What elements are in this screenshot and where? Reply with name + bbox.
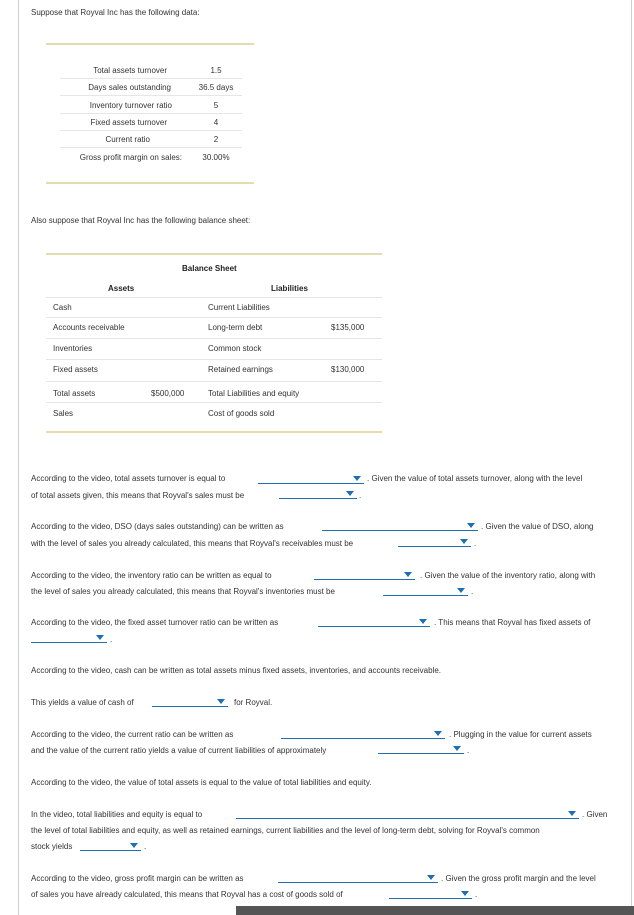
chevron-down-icon xyxy=(460,539,468,544)
ratio-value: 2 xyxy=(213,135,219,144)
chevron-down-icon xyxy=(427,875,435,880)
chevron-down-icon xyxy=(457,588,465,593)
bs-right-label: Common stock xyxy=(208,344,262,353)
q4-dropdown-2[interactable] xyxy=(31,633,107,643)
balance-sheet-title: Balance Sheet xyxy=(182,264,237,273)
q3-dropdown-2[interactable] xyxy=(383,586,468,596)
q2-dropdown-2[interactable] xyxy=(398,537,471,547)
bs-right-label: Total Liabilities and equity xyxy=(208,389,300,398)
q7-text-b: . Plugging in the value for current assets xyxy=(449,730,592,739)
q9-text-a: In the video, total liabilities and equity is equal to xyxy=(31,810,203,819)
q7-text-d: . xyxy=(467,746,470,755)
q7-dropdown-2[interactable] xyxy=(378,744,464,754)
q2-text-c: with the level of sales you already calculated, this means that Royval's receivables must be xyxy=(31,539,354,548)
bs-divider xyxy=(46,338,382,339)
ratio-divider xyxy=(60,78,242,79)
ratio-value: 1.5 xyxy=(210,66,222,75)
long-term-debt-value: $135,000 xyxy=(331,323,365,332)
q9-text-e: . xyxy=(144,842,147,851)
chevron-down-icon xyxy=(434,731,442,736)
q7-text-c: and the value of the current ratio yields a value of current liabilities of approximately xyxy=(31,746,327,755)
chevron-down-icon xyxy=(130,843,138,848)
bs-left-label: Total assets xyxy=(53,389,96,398)
chevron-down-icon xyxy=(346,491,354,496)
q2-dropdown-1[interactable] xyxy=(322,521,478,531)
ratio-label: Gross profit margin on sales: xyxy=(79,153,182,162)
liabilities-header: Liabilities xyxy=(271,284,308,293)
chevron-down-icon xyxy=(568,811,576,816)
q1-dropdown-2[interactable] xyxy=(279,489,357,499)
chevron-down-icon xyxy=(461,891,469,896)
total-assets-value: $500,000 xyxy=(151,389,185,398)
q10-text-c: of sales you have already calculated, this means that Royval has a cost of goods sold of xyxy=(31,890,343,899)
ratio-label: Current ratio xyxy=(105,135,150,144)
q9-text-d: stock yields xyxy=(31,842,73,851)
bs-divider xyxy=(46,402,382,403)
q2-text-b: . Given the value of DSO, along xyxy=(481,522,594,531)
bs-right-label: Cost of goods sold xyxy=(208,409,275,418)
q2-text-a: According to the video, DSO (days sales outstanding) can be written as xyxy=(31,522,284,531)
ratio-value: 4 xyxy=(213,118,219,127)
q3-text-b: . Given the value of the inventory ratio, along with xyxy=(420,571,596,580)
bs-left-label: Inventories xyxy=(53,344,93,353)
ratio-divider xyxy=(60,113,242,114)
bs-divider xyxy=(46,381,382,382)
balance-intro-text: Also suppose that Royval Inc has the following balance sheet: xyxy=(31,216,251,225)
chevron-down-icon xyxy=(96,635,104,640)
q3-text-c: the level of sales you already calculated, this means that Royval's inventories must be xyxy=(31,587,335,596)
q4-text-b: . This means that Royval has fixed assets of xyxy=(434,618,591,627)
q1-text-a: According to the video, total assets turnover is equal to xyxy=(31,474,226,483)
q10-text-d: . xyxy=(475,890,478,899)
q9-text-c: the level of total liabilities and equity, as well as retained earnings, current liabilities and the level of long-term debt, solving for Royval's common xyxy=(31,826,540,835)
ratio-label: Fixed assets turnover xyxy=(90,118,167,127)
q6-text-a: This yields a value of cash of xyxy=(31,698,134,707)
balance-bottom-rule xyxy=(46,431,382,433)
assets-header: Assets xyxy=(108,284,135,293)
bs-left-label: Sales xyxy=(53,409,74,418)
ratio-label: Days sales outstanding xyxy=(88,83,171,92)
chevron-down-icon xyxy=(419,619,427,624)
q10-text-a: According to the video, gross profit margin can be written as xyxy=(31,874,244,883)
ratios-bottom-rule xyxy=(46,182,254,184)
q10-dropdown-1[interactable] xyxy=(278,873,438,883)
ratio-value: 30.00% xyxy=(202,153,230,162)
q1-dropdown-1[interactable] xyxy=(258,474,364,484)
bs-right-label: Long-term debt xyxy=(208,323,263,332)
chevron-down-icon xyxy=(453,746,461,751)
ratio-divider xyxy=(60,130,242,131)
bs-right-label: Retained earnings xyxy=(208,365,273,374)
ratio-divider xyxy=(60,95,242,96)
bs-divider xyxy=(46,317,382,318)
intro-text: Suppose that Royval Inc has the following data: xyxy=(31,8,200,17)
ratios-top-rule xyxy=(46,43,254,45)
q4-dropdown-1[interactable] xyxy=(318,617,430,627)
q5-text: According to the video, cash can be written as total assets minus fixed assets, inventories, and accounts receivable. xyxy=(31,666,441,675)
q4-text-c: . xyxy=(110,635,113,644)
chevron-down-icon xyxy=(404,572,412,577)
q8-text: According to the video, the value of total assets is equal to the value of total liabilities and equity. xyxy=(31,778,372,787)
bs-divider xyxy=(46,359,382,360)
bottom-toolbar-strip xyxy=(236,906,634,915)
q6-dropdown[interactable] xyxy=(152,697,228,707)
q3-dropdown-1[interactable] xyxy=(314,570,415,580)
q10-text-b: . Given the gross profit margin and the level xyxy=(441,874,596,883)
chevron-down-icon xyxy=(217,699,225,704)
q9-dropdown-1[interactable] xyxy=(236,809,579,819)
q9-text-b: . Given xyxy=(582,810,608,819)
bs-left-label: Fixed assets xyxy=(53,365,98,374)
q1-text-c: of total assets given, this means that Royval's sales must be xyxy=(31,491,245,500)
bs-left-label: Cash xyxy=(53,303,72,312)
ratio-divider xyxy=(60,147,242,148)
ratio-value: 5 xyxy=(213,101,219,110)
retained-earnings-value: $130,000 xyxy=(331,365,365,374)
q7-text-a: According to the video, the current ratio can be written as xyxy=(31,730,234,739)
q1-text-d: . xyxy=(359,491,362,500)
q6-text-b: for Royval. xyxy=(234,698,273,707)
q9-dropdown-2[interactable] xyxy=(80,841,141,851)
chevron-down-icon xyxy=(467,523,475,528)
ratio-value: 36.5 days xyxy=(198,83,234,92)
q10-dropdown-2[interactable] xyxy=(389,889,472,899)
ratio-label: Inventory turnover ratio xyxy=(89,101,172,110)
q4-text-a: According to the video, the fixed asset turnover ratio can be written as xyxy=(31,618,279,627)
q7-dropdown-1[interactable] xyxy=(281,729,445,739)
q2-text-d: . xyxy=(474,539,477,548)
q3-text-a: According to the video, the inventory ratio can be written as equal to xyxy=(31,571,272,580)
chevron-down-icon xyxy=(353,476,361,481)
bs-left-label: Accounts receivable xyxy=(53,323,125,332)
q3-text-d: . xyxy=(471,587,474,596)
bs-right-label: Current Liabilities xyxy=(208,303,270,312)
balance-header-divider xyxy=(46,297,382,298)
ratio-label: Total assets turnover xyxy=(93,66,167,75)
balance-top-rule xyxy=(46,253,382,255)
q1-text-b: . Given the value of total assets turnover, along with the level xyxy=(367,474,583,483)
